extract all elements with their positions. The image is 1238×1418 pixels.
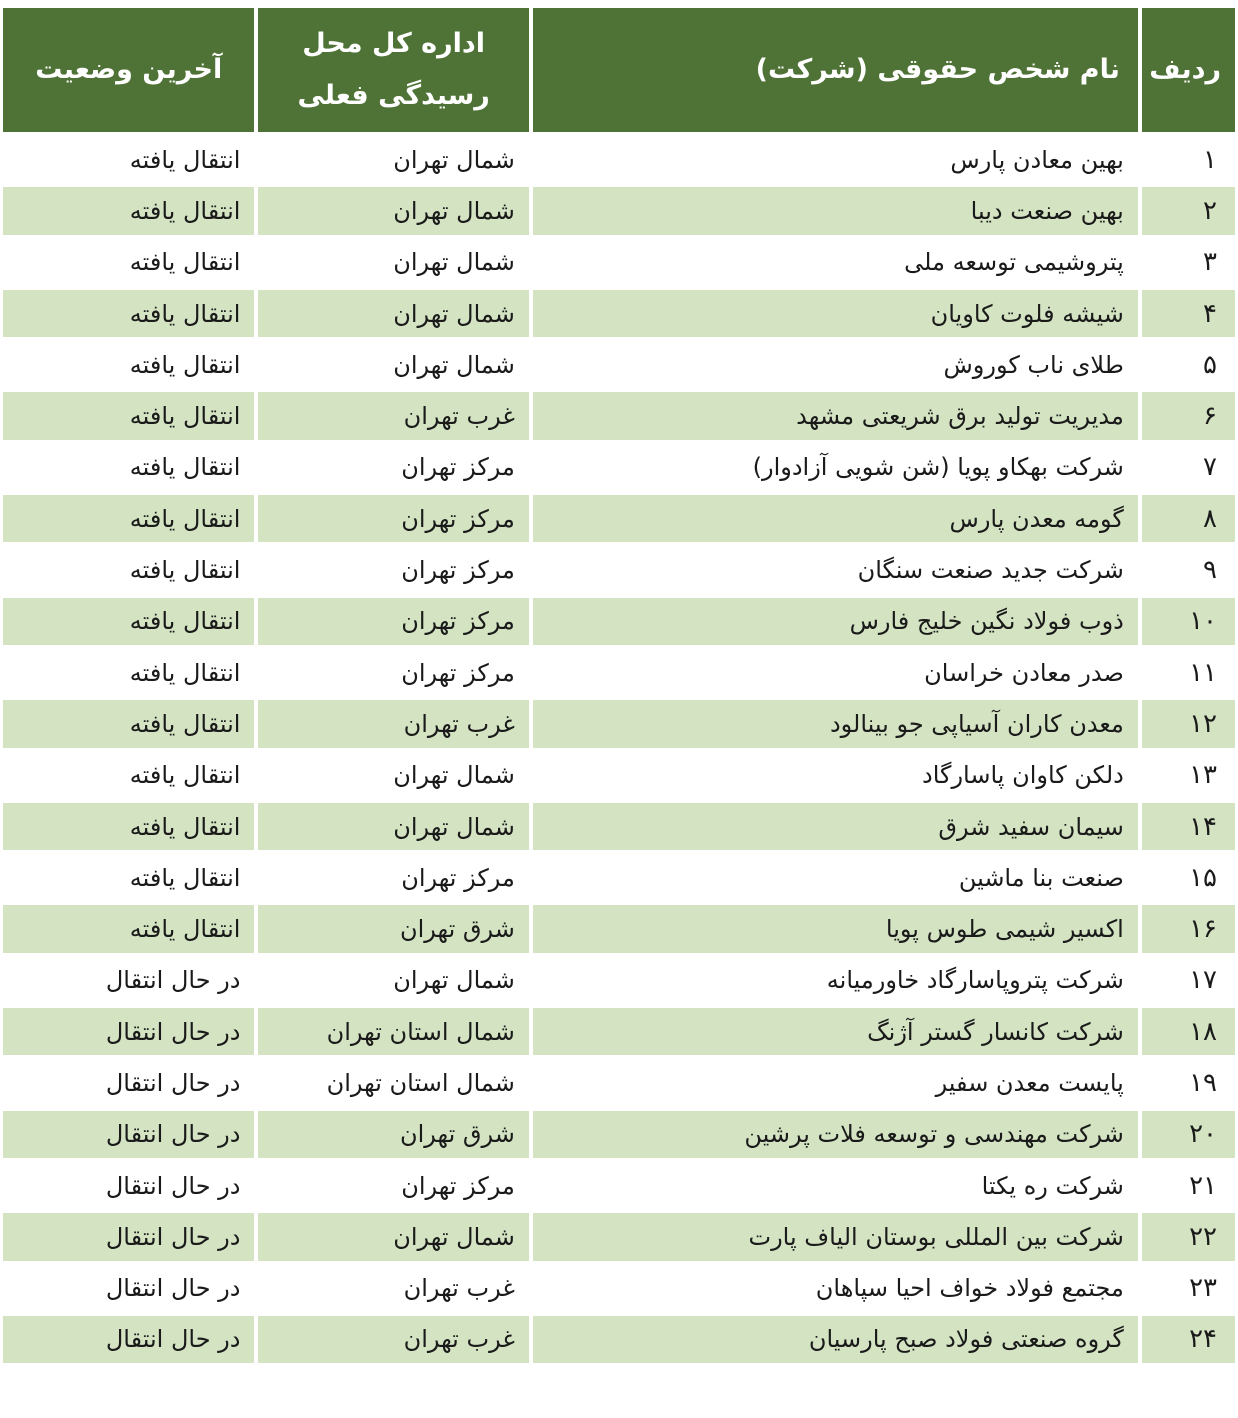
row-status: انتقال یافته bbox=[3, 290, 254, 337]
row-tax-office: غرب تهران bbox=[258, 1316, 528, 1363]
row-index: ۱۴ bbox=[1142, 803, 1235, 850]
row-index: ۱۶ bbox=[1142, 905, 1235, 952]
row-tax-office: مرکز تهران bbox=[401, 658, 515, 687]
table-body bbox=[3, 136, 1235, 1363]
header-status: آخرین وضعیت bbox=[3, 8, 254, 132]
row-index: ۸ bbox=[1142, 495, 1235, 542]
table-row bbox=[3, 1213, 1235, 1260]
row-index: ۱۵ bbox=[1189, 862, 1217, 893]
table-row bbox=[3, 239, 1235, 286]
row-status: انتقال یافته bbox=[129, 145, 241, 174]
row-index: ۷ bbox=[1203, 452, 1217, 483]
row-company-name: بهین صنعت دیبا bbox=[533, 187, 1138, 234]
row-company-name: ذوب فولاد نگین خلیج فارس bbox=[533, 598, 1138, 645]
row-company-name: شرکت مهندسی و توسعه فلات پرشین bbox=[533, 1111, 1138, 1158]
row-index: ۱۱ bbox=[1189, 657, 1217, 688]
table-row bbox=[3, 444, 1235, 491]
row-status: انتقال یافته bbox=[3, 803, 254, 850]
row-index: ۲ bbox=[1142, 187, 1235, 234]
header-row bbox=[3, 8, 1235, 132]
row-index: ۲۱ bbox=[1189, 1170, 1217, 1201]
row-tax-office: غرب تهران bbox=[258, 700, 528, 747]
table-row bbox=[3, 341, 1235, 388]
table-row bbox=[3, 136, 1235, 183]
table-row bbox=[3, 1316, 1235, 1363]
table-row bbox=[3, 854, 1235, 901]
row-tax-office: مرکز تهران bbox=[258, 598, 528, 645]
header-tax-office-line1: اداره کل محل bbox=[302, 28, 486, 59]
row-company-name: صنعت بنا ماشین bbox=[958, 863, 1124, 892]
row-status: انتقال یافته bbox=[129, 863, 241, 892]
row-company-name: شرکت بین المللی بوستان الیاف پارت bbox=[533, 1213, 1138, 1260]
table-row bbox=[3, 803, 1235, 850]
table-row bbox=[3, 752, 1235, 799]
row-company-name: بهین معادن پارس bbox=[950, 145, 1124, 174]
row-tax-office: غرب تهران bbox=[403, 1274, 515, 1303]
table-header bbox=[3, 8, 1235, 132]
table-row bbox=[3, 1265, 1235, 1312]
row-tax-office: شمال تهران bbox=[258, 803, 528, 850]
row-status: انتقال یافته bbox=[129, 556, 241, 585]
row-index: ۲۰ bbox=[1142, 1111, 1235, 1158]
row-company-name: شرکت ره یکتا bbox=[981, 1171, 1124, 1200]
row-status: در حال انتقال bbox=[3, 1316, 254, 1363]
row-company-name: معدن کاران آسیاپی جو بینالود bbox=[533, 700, 1138, 747]
table-row bbox=[3, 1111, 1235, 1158]
row-tax-office: غرب تهران bbox=[258, 392, 528, 439]
row-tax-office: شرق تهران bbox=[258, 1111, 528, 1158]
row-status: انتقال یافته bbox=[3, 392, 254, 439]
header-company-name: نام شخص حقوقی (شرکت) bbox=[533, 8, 1138, 132]
row-tax-office: شمال تهران bbox=[393, 966, 515, 995]
table-row bbox=[3, 290, 1235, 337]
row-status: در حال انتقال bbox=[3, 1008, 254, 1055]
row-status: انتقال یافته bbox=[129, 761, 241, 790]
row-index: ۱ bbox=[1203, 144, 1217, 175]
row-company-name: شیشه فلوت کاویان bbox=[533, 290, 1138, 337]
row-status: انتقال یافته bbox=[129, 350, 241, 379]
row-index: ۱۸ bbox=[1142, 1008, 1235, 1055]
row-tax-office: شمال تهران bbox=[258, 290, 528, 337]
row-status: در حال انتقال bbox=[105, 1274, 241, 1303]
table-row bbox=[3, 546, 1235, 593]
row-tax-office: مرکز تهران bbox=[401, 453, 515, 482]
header-tax-office-line2: رسیدگی فعلی bbox=[297, 80, 490, 111]
row-status: در حال انتقال bbox=[3, 1111, 254, 1158]
row-tax-office: شمال استان تهران bbox=[258, 1008, 528, 1055]
table-row bbox=[3, 187, 1235, 234]
row-index: ۲۴ bbox=[1142, 1316, 1235, 1363]
row-company-name: دلکن کاوان پاسارگاد bbox=[922, 761, 1124, 790]
row-company-name: شرکت پتروپاسارگاد خاورمیانه bbox=[826, 966, 1124, 995]
table-row bbox=[3, 700, 1235, 747]
header-tax-office bbox=[258, 8, 528, 132]
row-tax-office: مرکز تهران bbox=[401, 1171, 515, 1200]
table-row bbox=[3, 598, 1235, 645]
row-company-name: شرکت بهکاو پویا (شن شویی آزادوار) bbox=[752, 453, 1124, 482]
row-index: ۲۲ bbox=[1142, 1213, 1235, 1260]
row-index: ۱۹ bbox=[1189, 1067, 1217, 1098]
row-status: انتقال یافته bbox=[129, 453, 241, 482]
row-company-name: گروه صنعتی فولاد صبح پارسیان bbox=[533, 1316, 1138, 1363]
row-index: ۲۳ bbox=[1189, 1273, 1217, 1304]
row-tax-office: مرکز تهران bbox=[258, 495, 528, 542]
table-row bbox=[3, 495, 1235, 542]
row-index: ۵ bbox=[1203, 349, 1217, 380]
row-company-name: گومه معدن پارس bbox=[533, 495, 1138, 542]
row-status: انتقال یافته bbox=[3, 598, 254, 645]
header-index: ردیف bbox=[1142, 8, 1235, 132]
table-row bbox=[3, 392, 1235, 439]
row-index: ۴ bbox=[1142, 290, 1235, 337]
row-index: ۱۲ bbox=[1142, 700, 1235, 747]
row-company-name: شرکت جدید صنعت سنگان bbox=[857, 556, 1124, 585]
row-status: انتقال یافته bbox=[129, 248, 241, 277]
table-row bbox=[3, 1059, 1235, 1106]
row-tax-office: شمال استان تهران bbox=[326, 1068, 515, 1097]
row-index: ۹ bbox=[1203, 555, 1217, 586]
companies-table bbox=[0, 4, 1238, 1367]
row-status: در حال انتقال bbox=[3, 1213, 254, 1260]
row-status: انتقال یافته bbox=[129, 658, 241, 687]
table-row bbox=[3, 1008, 1235, 1055]
row-tax-office: شمال تهران bbox=[393, 248, 515, 277]
row-tax-office: شمال تهران bbox=[258, 1213, 528, 1260]
row-status: انتقال یافته bbox=[3, 495, 254, 542]
row-index: ۱۰ bbox=[1142, 598, 1235, 645]
row-company-name: مدیریت تولید برق شریعتی مشهد bbox=[533, 392, 1138, 439]
row-company-name: سیمان سفید شرق bbox=[533, 803, 1138, 850]
companies-table-container bbox=[3, 8, 1235, 1363]
row-index: ۶ bbox=[1142, 392, 1235, 439]
row-status: انتقال یافته bbox=[3, 187, 254, 234]
row-index: ۳ bbox=[1203, 247, 1217, 278]
row-company-name: طلای ناب کوروش bbox=[943, 350, 1124, 379]
row-status: در حال انتقال bbox=[105, 966, 241, 995]
table-row bbox=[3, 957, 1235, 1004]
row-tax-office: شمال تهران bbox=[393, 145, 515, 174]
row-tax-office: شمال تهران bbox=[258, 187, 528, 234]
table-row bbox=[3, 905, 1235, 952]
row-tax-office: مرکز تهران bbox=[401, 556, 515, 585]
table-row bbox=[3, 1162, 1235, 1209]
row-status: انتقال یافته bbox=[3, 700, 254, 747]
row-status: انتقال یافته bbox=[3, 905, 254, 952]
row-company-name: مجتمع فولاد خواف احیا سپاهان bbox=[815, 1274, 1124, 1303]
row-index: ۱۷ bbox=[1189, 965, 1217, 996]
row-status: در حال انتقال bbox=[105, 1068, 241, 1097]
row-company-name: اکسیر شیمی طوس پویا bbox=[533, 905, 1138, 952]
row-tax-office: شمال تهران bbox=[393, 761, 515, 790]
row-status: در حال انتقال bbox=[105, 1171, 241, 1200]
row-tax-office: شمال تهران bbox=[393, 350, 515, 379]
row-company-name: صدر معادن خراسان bbox=[924, 658, 1124, 687]
table-row bbox=[3, 649, 1235, 696]
row-tax-office: مرکز تهران bbox=[401, 863, 515, 892]
row-tax-office: شرق تهران bbox=[258, 905, 528, 952]
row-index: ۱۳ bbox=[1189, 760, 1217, 791]
row-company-name: پایست معدن سفیر bbox=[935, 1068, 1124, 1097]
row-company-name: شرکت کانسار گستر آژنگ bbox=[533, 1008, 1138, 1055]
row-company-name: پتروشیمی توسعه ملی bbox=[904, 248, 1124, 277]
